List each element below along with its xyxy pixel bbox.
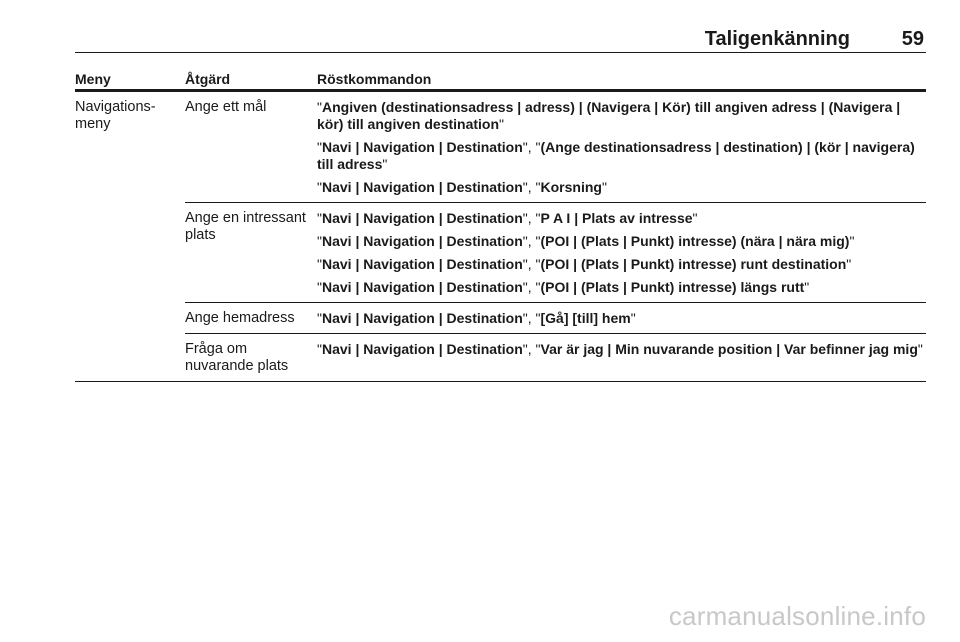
command-phrase: (POI | (Plats | Punkt) intresse) (nära | nära mig) xyxy=(540,233,850,249)
action-rows xyxy=(185,92,926,381)
command-phrase: [Gå] [till] hem xyxy=(540,310,631,326)
command-phrase: P A I | Plats av intresse xyxy=(540,210,693,226)
command-phrase: Navi | Navigation | Destination xyxy=(321,341,523,357)
command-phrase: Navi | Navigation | Destination xyxy=(321,139,523,155)
action-cell: Ange hemadress xyxy=(185,310,295,326)
page-title: Taligenkänning xyxy=(704,28,850,50)
command-phrase: Navi | Navigation | Destination xyxy=(321,279,523,295)
voice-command: "Angiven (destinationsadress | adress) | (Navigera | Kör) till angiven adress | (Navigera | kör) till angiven destination" xyxy=(317,99,901,132)
action-cell: Fråga om nuvarande plats xyxy=(185,341,289,374)
voice-command: "Navi | Navigation | Destination", "(POI | (Plats | Punkt) intresse) längs rutt" xyxy=(317,279,810,295)
commands-cell xyxy=(317,210,926,296)
voice-command: "Navi | Navigation | Destination", "(POI | (Plats | Punkt) intresse) (nära | nära mig)" xyxy=(317,233,855,249)
commands-cell xyxy=(317,310,926,327)
menu-cell: Navigations-meny xyxy=(75,99,156,132)
commands-cell xyxy=(317,341,926,375)
column-header-commands: Röstkommandon xyxy=(317,71,432,87)
table-row xyxy=(185,92,926,203)
command-phrase: (POI | (Plats | Punkt) intresse) längs rutt xyxy=(540,279,805,295)
command-phrase: Navi | Navigation | Destination xyxy=(321,310,523,326)
page-number: 59 xyxy=(901,28,924,50)
table-body xyxy=(75,92,926,382)
voice-command: "Navi | Navigation | Destination", "(POI | (Plats | Punkt) intresse) runt destination" xyxy=(317,256,852,272)
command-phrase: Var är jag | Min nuvarande position | Var befinner jag mig xyxy=(540,341,918,357)
voice-command: "Navi | Navigation | Destination", "(Ange destinationsadress | destination) | (kör | navigera) till adress" xyxy=(317,139,915,172)
action-cell: Ange en intressant plats xyxy=(185,210,306,243)
command-phrase: Navi | Navigation | Destination xyxy=(321,179,523,195)
column-header-action: Åtgärd xyxy=(185,71,231,87)
command-phrase: (Ange destinationsadress | destination) | (kör | navigera) till adress xyxy=(317,139,915,172)
table-row xyxy=(185,334,926,381)
action-cell: Ange ett mål xyxy=(185,99,267,115)
table-header xyxy=(75,66,926,92)
voice-command: "Navi | Navigation | Destination", "Korsning" xyxy=(317,179,607,195)
commands-cell xyxy=(317,99,926,196)
menu-group xyxy=(75,92,926,382)
voice-command: "Navi | Navigation | Destination", "P A I | Plats av intresse" xyxy=(317,210,698,226)
voice-command-table xyxy=(75,66,926,382)
command-phrase: (POI | (Plats | Punkt) intresse) runt destination xyxy=(540,256,847,272)
page-header xyxy=(75,26,926,53)
column-header-menu: Meny xyxy=(75,71,111,87)
watermark: carmanualsonline.info xyxy=(668,601,926,631)
table-row xyxy=(185,203,926,303)
voice-command: "Navi | Navigation | Destination", "[Gå] [till] hem" xyxy=(317,310,636,326)
command-phrase: Navi | Navigation | Destination xyxy=(321,233,523,249)
table-row xyxy=(185,303,926,334)
command-phrase: Korsning xyxy=(540,179,602,195)
command-phrase: Navi | Navigation | Destination xyxy=(321,256,523,272)
command-phrase: Angiven (destinationsadress | adress) | (Navigera | Kör) till angiven adress | (Navigera | kör) till angiven destination xyxy=(317,99,901,132)
command-phrase: Navi | Navigation | Destination xyxy=(321,210,523,226)
voice-command: "Navi | Navigation | Destination", "Var är jag | Min nuvarande position | Var befinner jag mig" xyxy=(317,341,923,357)
